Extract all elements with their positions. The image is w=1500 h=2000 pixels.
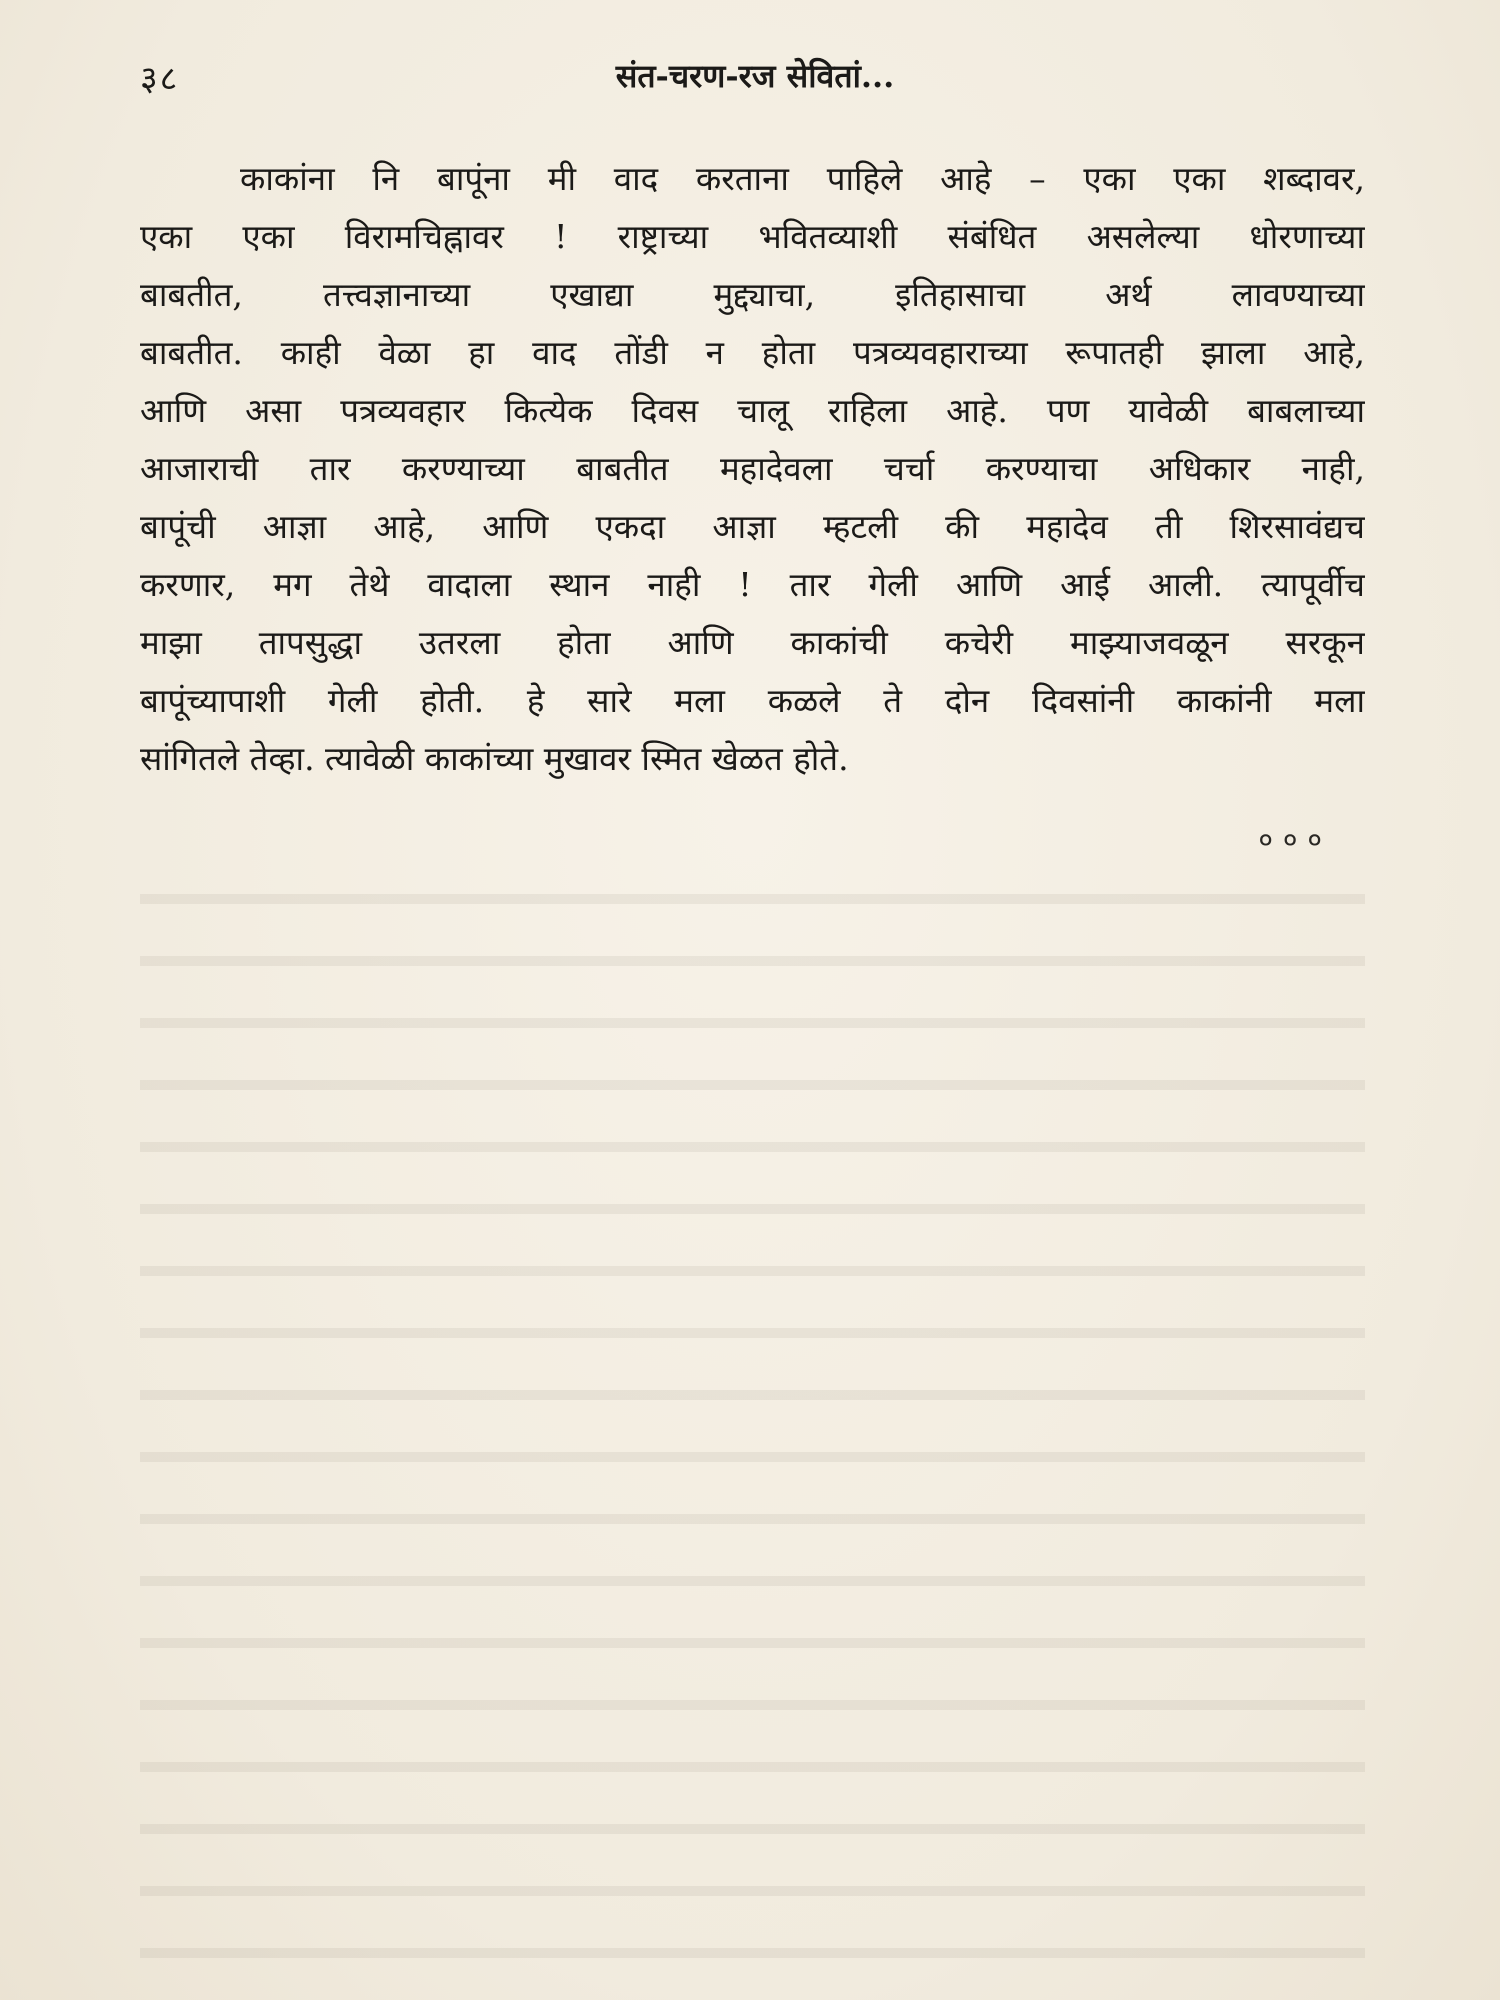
text-line: बाबतीत. काही वेळा हा वाद तोंडी न होता पत्रव्यवहाराच्या रूपातही झाला आहे, (140, 333, 1365, 372)
page-number: ३८ (140, 59, 180, 99)
body-paragraph (140, 150, 1365, 788)
text-line: आणि असा पत्रव्यवहार कित्येक दिवस चालू राहिला आहे. पण यावेळी बाबलाच्या (140, 391, 1365, 430)
section-end-ornament: ००० (1258, 823, 1332, 856)
text-line: काकांना नि बापूंना मी वाद करताना पाहिले आहे – एका एका शब्दावर, (240, 159, 1365, 198)
text-line: बापूंच्यापाशी गेली होती. हे सारे मला कळले ते दोन दिवसांनी काकांनी मला (140, 681, 1365, 720)
text-line: बाबतीत, तत्त्वज्ञानाच्या एखाद्या मुद्द्याचा, इतिहासाचा अर्थ लावण्याच्या (140, 275, 1365, 314)
text-line: एका एका विरामचिह्नावर ! राष्ट्राच्या भवितव्याशी संबंधित असलेल्या धोरणाच्या (140, 217, 1365, 256)
text-line: माझा तापसुद्धा उतरला होता आणि काकांची कचेरी माझ्याजवळून सरकून (140, 623, 1365, 662)
text-line: बापूंची आज्ञा आहे, आणि एकदा आज्ञा म्हटली की महादेव ती शिरसावंद्यच (140, 507, 1365, 546)
text-line: सांगितले तेव्हा. त्यावेळी काकांच्या मुखावर स्मित खेळत होते. (140, 739, 849, 778)
text-line: आजाराची तार करण्याच्या बाबतीत महादेवला चर्चा करण्याचा अधिकार नाही, (140, 449, 1365, 488)
show-through-texture (140, 860, 1365, 1960)
page-header (140, 48, 1370, 108)
running-title: संत-चरण-रज सेवितां... (615, 57, 895, 95)
text-line: करणार, मग तेथे वादाला स्थान नाही ! तार गेली आणि आई आली. त्यापूर्वीच (140, 565, 1365, 604)
